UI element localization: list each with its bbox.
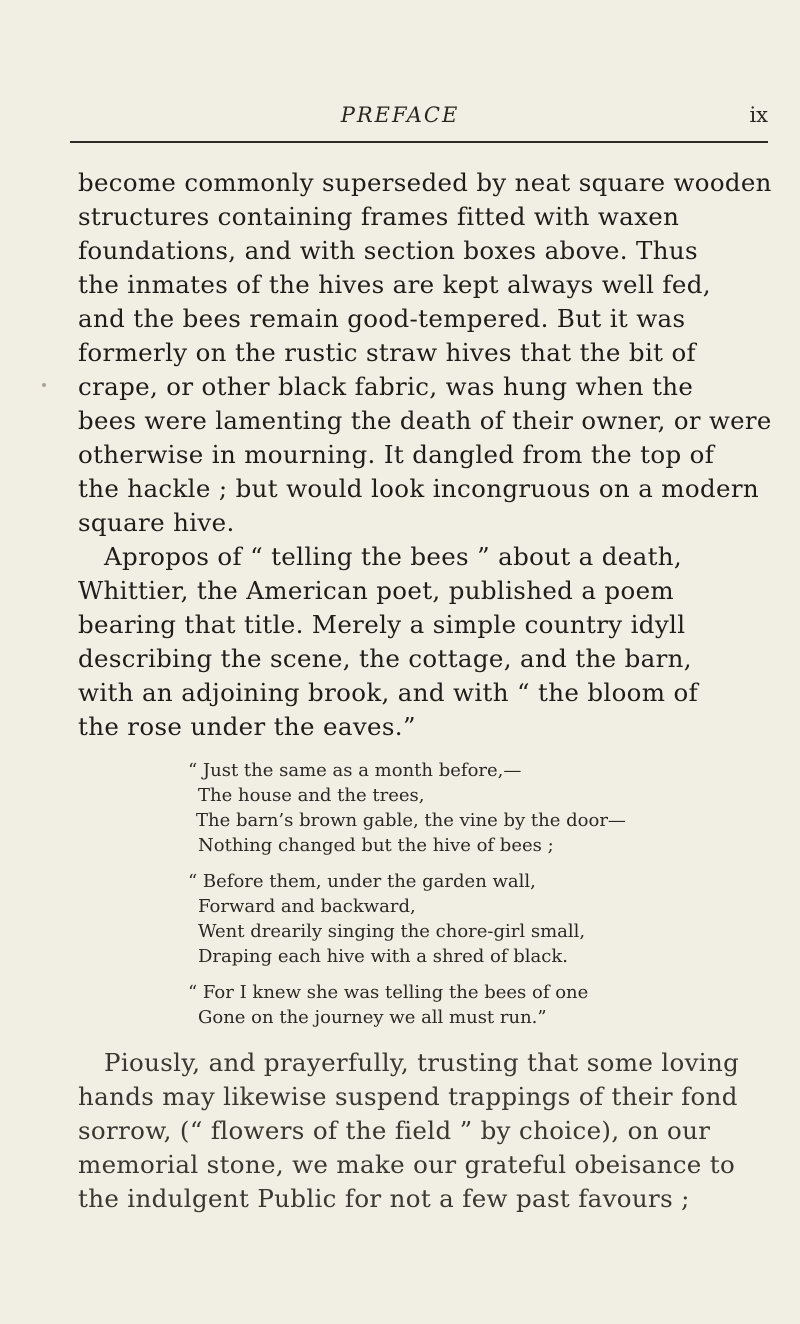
body-line: describing the scene, the cottage, and the barn, <box>78 644 692 673</box>
body-line: square hive. <box>78 508 235 537</box>
poem-line: Nothing changed but the hive of bees ; <box>198 835 554 856</box>
body-line: structures containing frames fitted with waxen <box>78 202 680 231</box>
running-header <box>70 95 770 135</box>
body-line: the indulgent Public for not a few past favours ; <box>78 1184 690 1213</box>
poem-line: Forward and backward, <box>198 896 416 917</box>
poem-line: Gone on the journey we all must run.” <box>198 1007 547 1028</box>
header-rule <box>70 141 768 143</box>
body-line: memorial stone, we make our grateful obeisance to <box>78 1150 736 1179</box>
poem-line: The barn’s brown gable, the vine by the door— <box>196 810 626 831</box>
body-line: otherwise in mourning. It dangled from the top of <box>78 440 715 469</box>
body-line: the rose under the eaves.” <box>78 712 416 741</box>
body-line: Apropos of “ telling the bees ” about a death, <box>104 542 683 571</box>
body-line: Piously, and prayerfully, trusting that some loving <box>104 1048 740 1077</box>
body-line: foundations, and with section boxes above. Thus <box>78 236 698 265</box>
paper-speck <box>42 383 46 387</box>
poem-line: Draping each hive with a shred of black. <box>198 946 568 967</box>
poem-line: “ For I knew she was telling the bees of one <box>188 982 589 1003</box>
body-line: formerly on the rustic straw hives that the bit of <box>78 338 696 367</box>
body-line: the inmates of the hives are kept always well fed, <box>78 270 711 299</box>
body-line: sorrow, (“ flowers of the field ” by choice), on our <box>78 1116 711 1145</box>
body-line: hands may likewise suspend trappings of their fond <box>78 1082 738 1111</box>
poem-line: Went drearily singing the chore-girl small, <box>198 921 586 942</box>
body-line: Whittier, the American poet, published a poem <box>78 576 674 605</box>
poem-line: “ Before them, under the garden wall, <box>188 871 536 892</box>
body-line: and the bees remain good-tempered. But it was <box>78 304 686 333</box>
body-line: with an adjoining brook, and with “ the bloom of <box>78 678 699 707</box>
poem-line: “ Just the same as a month before,— <box>188 760 522 781</box>
body-line: become commonly superseded by neat square wooden <box>78 168 772 197</box>
page-number: ix <box>749 103 768 127</box>
body-line: bearing that title. Merely a simple country idyll <box>78 610 686 639</box>
running-title: PREFACE <box>340 103 460 127</box>
poem-line: The house and the trees, <box>198 785 425 806</box>
body-line: bees were lamenting the death of their owner, or were <box>78 406 772 435</box>
body-line: crape, or other black fabric, was hung when the <box>78 372 694 401</box>
body-line: the hackle ; but would look incongruous on a modern <box>78 474 760 503</box>
